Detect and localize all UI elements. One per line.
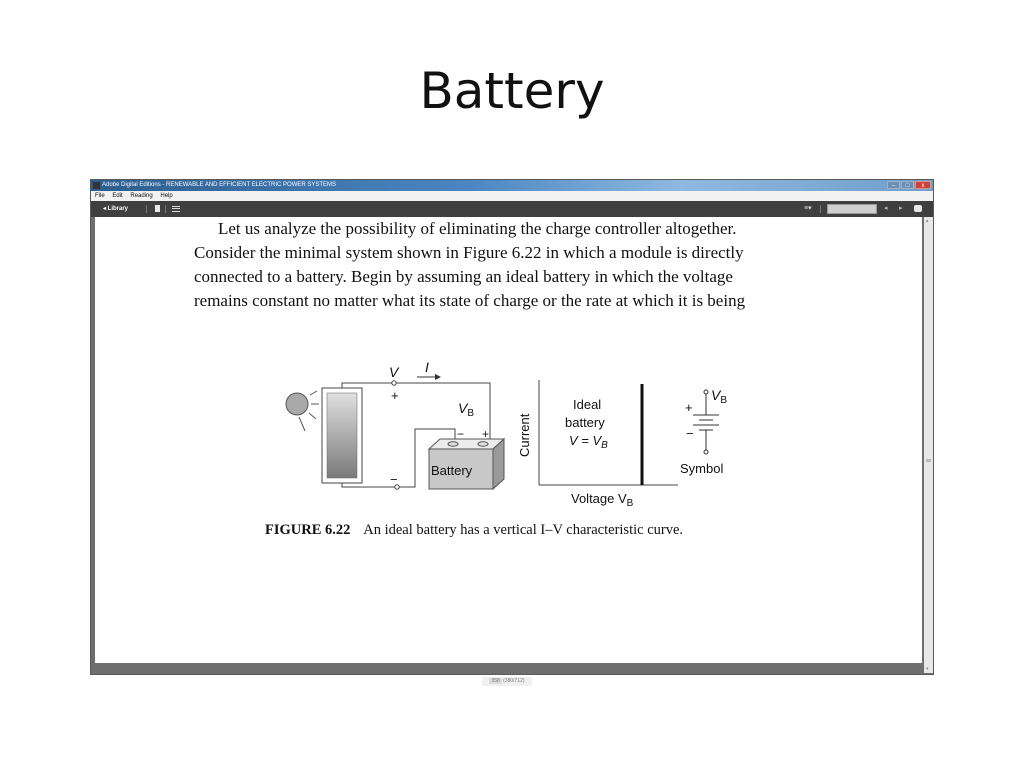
reader-toolbar — [91, 201, 933, 217]
library-button[interactable]: ◂ Library — [103, 206, 129, 212]
menu-bar — [91, 191, 933, 201]
document-page — [95, 217, 922, 663]
battery-plus: + — [482, 427, 490, 441]
symbol-label: Symbol — [680, 461, 724, 476]
menu-reading[interactable]: Reading — [130, 193, 153, 199]
symbol-vb: $V_B$ — [711, 387, 728, 406]
figure-number: FIGURE 6.22 — [265, 522, 351, 538]
label-vb: $V_B$ — [458, 400, 475, 419]
text-line: Consider the minimal system shown in Figure 6.22 in which a module is directly — [194, 243, 744, 262]
label-minus: − — [390, 472, 398, 487]
current-arrowhead — [435, 374, 441, 380]
window-titlebar[interactable] — [91, 180, 933, 191]
menu-file[interactable]: File — [95, 193, 105, 199]
toolbar-divider — [820, 205, 821, 213]
y-axis-label: Current — [517, 413, 532, 457]
label-v: V — [389, 364, 399, 380]
next-page-button[interactable]: ▸ — [899, 205, 903, 212]
page-indicator — [482, 677, 532, 686]
vertical-scrollbar[interactable] — [924, 217, 933, 673]
menu-edit[interactable]: Edit — [112, 193, 123, 199]
figure-6-22 — [95, 217, 922, 547]
menu-help[interactable]: Help — [160, 193, 173, 199]
page-count: (380/712) — [503, 678, 525, 684]
x-axis-label: Voltage $V_B$ — [571, 491, 634, 509]
maximize-button[interactable]: □ — [901, 181, 914, 189]
label-i: I — [425, 359, 429, 375]
symbol-minus: − — [686, 426, 694, 441]
symbol-terminal — [704, 390, 708, 394]
window-controls — [887, 181, 931, 189]
slide-title: Battery — [419, 62, 605, 120]
window-title: Adobe Digital Editions - RENEWABLE AND EFFICIENT ELECTRIC POWER SYSTEMS — [102, 182, 337, 188]
ideal-label-line1: Ideal — [573, 397, 602, 412]
scroll-up-icon[interactable]: ▴ — [926, 218, 929, 224]
app-window — [90, 179, 934, 675]
text-line: remains constant no matter what its state of charge or the rate at which it is being — [194, 291, 746, 310]
minimize-button[interactable]: – — [887, 181, 900, 189]
symbol-plus: + — [685, 400, 693, 415]
scroll-thumb[interactable] — [926, 459, 931, 462]
bookmark-icon[interactable] — [155, 205, 160, 212]
text-line: Let us analyze the possibility of eliminating the charge controller altogether. — [218, 219, 737, 238]
battery-label: Battery — [431, 463, 473, 478]
symbol-terminal — [704, 450, 708, 454]
text-line: connected to a battery. Begin by assuming an ideal battery in which the voltage — [194, 267, 733, 286]
list-icon[interactable] — [172, 206, 180, 212]
prev-page-button[interactable]: ◂ — [884, 205, 888, 212]
view-options-icon[interactable]: ≡▾ — [804, 205, 812, 212]
figure-caption — [265, 522, 683, 539]
toolbar-divider — [146, 205, 147, 213]
close-button[interactable]: x — [915, 181, 931, 189]
ideal-equation: $V = V_B$ — [569, 433, 608, 451]
toolbar-divider — [165, 205, 166, 213]
caption-text: An ideal battery has a vertical I–V characteristic curve. — [363, 522, 684, 538]
ideal-label-line2: battery — [565, 415, 605, 430]
terminal-node — [392, 381, 396, 385]
fullscreen-icon[interactable] — [914, 205, 922, 212]
sun-icon — [286, 393, 308, 415]
battery-minus: − — [457, 427, 465, 441]
label-plus: + — [391, 388, 399, 403]
search-input[interactable] — [827, 204, 877, 214]
page-number-field[interactable]: 358 — [491, 678, 500, 684]
app-icon — [93, 182, 100, 189]
pv-module-icon — [327, 393, 357, 478]
scroll-down-icon[interactable]: ▾ — [926, 666, 929, 672]
